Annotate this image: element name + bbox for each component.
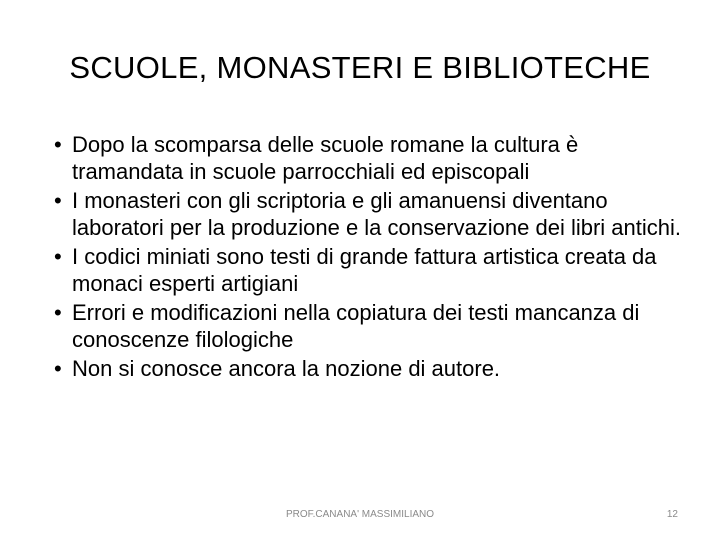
list-item — [54, 132, 694, 185]
slide-footer — [0, 507, 720, 523]
list-item — [54, 300, 694, 353]
bullet-icon: • — [54, 244, 62, 269]
page-number: 12 — [666, 509, 678, 520]
bullet-icon: • — [54, 356, 62, 381]
bullet-text: I monasteri con gli scriptoria e gli amanuensi diventano laboratori per la produzione e la conservazione dei libri antichi. — [72, 188, 682, 240]
bullet-text: Dopo la scomparsa delle scuole romane la cultura è tramandata in scuole parrocchiali ed episcopali — [72, 132, 579, 184]
bullet-text: Non si conosce ancora la nozione di autore. — [72, 356, 501, 381]
bullet-icon: • — [54, 300, 62, 325]
slide-title: SCUOLE, MONASTERI E BIBLIOTECHE — [69, 50, 651, 85]
bullet-list — [54, 132, 694, 386]
bullet-text: Errori e modificazioni nella copiatura dei testi mancanza di conoscenze filologiche — [72, 300, 640, 352]
bullet-icon: • — [54, 132, 62, 157]
bullet-icon: • — [54, 188, 62, 213]
list-item — [54, 356, 694, 383]
list-item — [54, 244, 694, 297]
bullet-text: I codici miniati sono testi di grande fattura artistica creata da monaci esperti artigiani — [72, 244, 657, 296]
list-item — [54, 188, 694, 241]
footer-author: PROF.CANANA' MASSIMILIANO — [285, 509, 435, 520]
